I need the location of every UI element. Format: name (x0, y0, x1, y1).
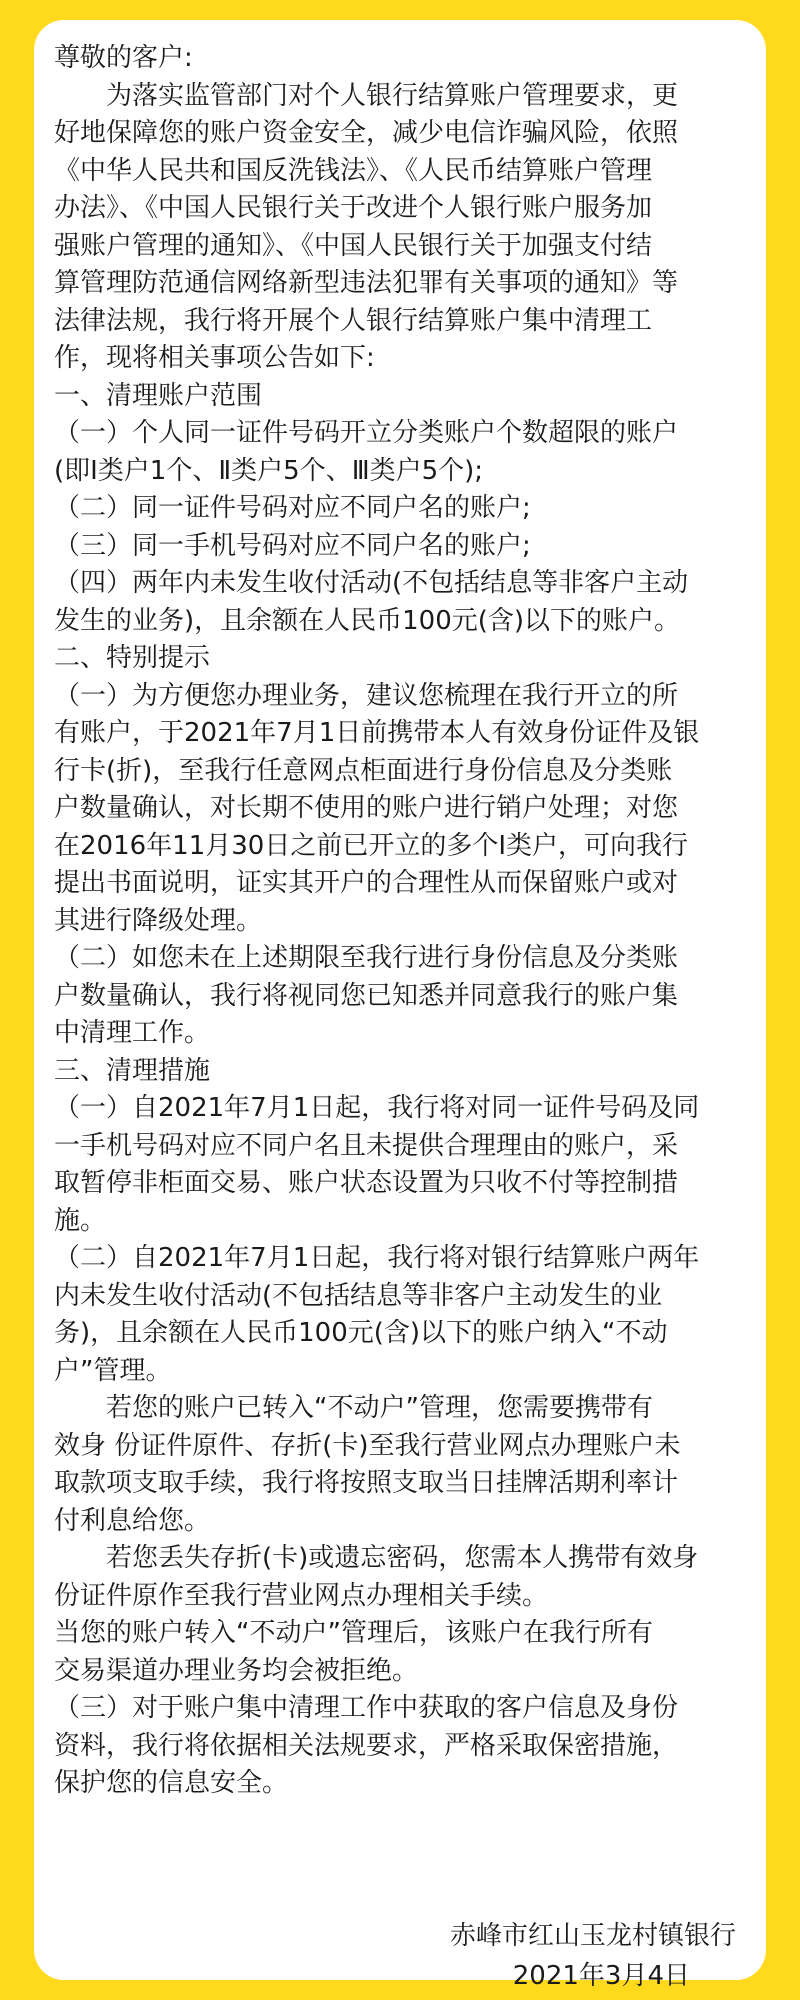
notice-line: 效身 份证件原件、存折(卡)至我行营业网点办理账户未 (54, 1430, 681, 1461)
notice-line: 强账户管理的通知》、《中国人民银行关于加强支付结 (54, 230, 653, 261)
notice-line: 有账户，于2021年7月1日前携带本人有效身份证件及银 (54, 718, 700, 748)
notice-line: 提出书面说明，证实其开户的合理性从而保留账户或对 (54, 868, 679, 898)
notice-line: 三、清理措施 (54, 1055, 211, 1086)
notice-line: 资料，我行将依据相关法规要求，严格采取保密措施， (54, 1730, 679, 1761)
notice-line: 一、清理账户范围 (54, 380, 263, 411)
notice-line: 取暂停非柜面交易、账户状态设置为只收不付等控制措 (54, 1168, 679, 1198)
notice-line: 施。 (54, 1205, 107, 1236)
notice-line: 保护您的信息安全。 (54, 1768, 289, 1798)
notice-line: 取款项支取手续，我行将按照支取当日挂牌活期利率计 (54, 1468, 679, 1498)
notice-line: 办法》、《中国人民银行关于改进个人银行账户服务加 (54, 193, 653, 223)
notice-line: 若您丢失存折(卡)或遗忘密码，您需本人携带有效身 (106, 1543, 699, 1573)
notice-line: 其进行降级处理。 (54, 905, 263, 936)
notice-line: 交易渠道办理业务均会被拒绝。 (54, 1655, 419, 1686)
notice-line: 一手机号码对应不同户名且未提供合理理由的账户，采 (54, 1130, 679, 1161)
notice-line: 作，现将相关事项公告如下: (54, 343, 375, 373)
signature-block (449, 1916, 736, 1996)
notice-line: （三）同一手机号码对应不同户名的账户; (54, 530, 531, 561)
notice-line: （一）个人同一证件号码开立分类账户个数超限的账户 (54, 418, 679, 448)
signature-date: 2021年3月4日 (512, 1961, 690, 1991)
notice-line: 户数量确认，对长期不使用的账户进行销户处理；对您 (54, 793, 679, 823)
notice-line: 户数量确认，我行将视同您已知悉并同意我行的账户集 (54, 980, 679, 1011)
notice-line: (即Ⅰ类户1个、Ⅱ类户5个、Ⅲ类户5个); (54, 455, 484, 486)
notice-line: （二）同一证件号码对应不同户名的账户; (54, 493, 531, 523)
notice-body (54, 40, 754, 1803)
notice-line: 当您的账户转入“不动户”管理后，该账户在我行所有 (54, 1618, 653, 1648)
notice-line: 内未发生收付活动(不包括结息等非客户主动发生的业 (54, 1280, 663, 1311)
notice-line: 份证件原作至我行营业网点办理相关手续。 (54, 1580, 549, 1611)
notice-card (34, 20, 766, 1991)
notice-line: 若您的账户已转入“不动户”管理，您需要携带有 (106, 1393, 653, 1423)
notice-line: 务)，且余额在人民币100元(含)以下的账户纳入“不动 (54, 1318, 668, 1348)
notice-line: 法律法规，我行将开展个人银行结算账户集中清理工 (54, 305, 653, 336)
notice-line: （四）两年内未发生收付活动(不包括结息等非客户主动 (54, 568, 689, 598)
notice-line: 二、特别提示 (54, 643, 211, 673)
notice-line: （二）如您未在上述期限至我行进行身份信息及分类账 (54, 943, 679, 973)
notice-line: 算管理防范通信网络新型违法犯罪有关事项的通知》等 (54, 268, 679, 298)
notice-line: 好地保障您的账户资金安全，减少电信诈骗风险，依照 (54, 118, 679, 148)
notice-line: 在2016年11月30日之前已开立的多个Ⅰ类户，可向我行 (54, 830, 689, 861)
notice-line: （三）对于账户集中清理工作中获取的客户信息及身份 (54, 1693, 679, 1723)
notice-line: （一）自2021年7月1日起，我行将对同一证件号码及同 (54, 1093, 700, 1123)
notice-line: （一）为方便您办理业务，建议您梳理在我行开立的所 (54, 680, 679, 711)
notice-line: （二）自2021年7月1日起，我行将对银行结算账户两年 (54, 1243, 700, 1273)
notice-line: 为落实监管部门对个人银行结算账户管理要求，更 (106, 80, 679, 111)
notice-line: 发生的业务)，且余额在人民币100元(含)以下的账户。 (54, 605, 681, 636)
notice-line: 《中华人民共和国反洗钱法》、《人民币结算账户管理 (54, 155, 653, 186)
notice-line: 行卡(折)，至我行任意网点柜面进行身份信息及分类账 (54, 755, 673, 786)
notice-line: 付利息给您。 (54, 1505, 211, 1536)
notice-line: 中清理工作。 (54, 1018, 211, 1048)
notice-line: 户”管理。 (54, 1355, 172, 1386)
notice-line: 尊敬的客户: (54, 43, 193, 73)
signature-org: 赤峰市红山玉龙村镇银行 (449, 1921, 736, 1951)
